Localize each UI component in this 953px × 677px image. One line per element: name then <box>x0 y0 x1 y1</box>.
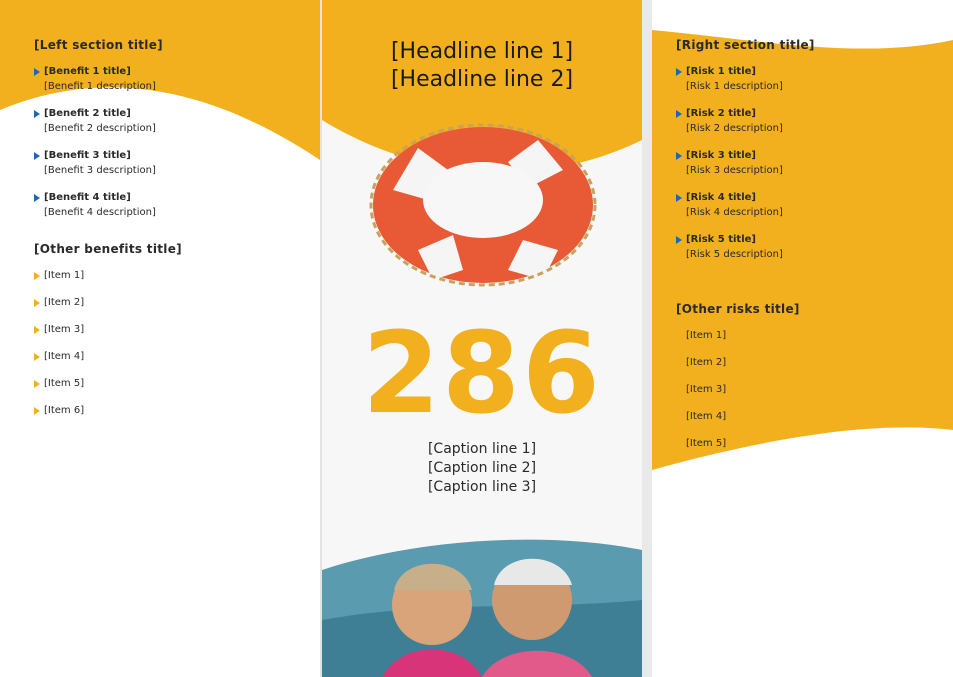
left-panel <box>0 0 320 677</box>
item-title: [Risk 1 title] <box>676 66 939 79</box>
item-title: [Risk 4 title] <box>676 192 939 205</box>
list-item <box>34 66 304 94</box>
item-body: [Risk 1 description] <box>686 80 783 92</box>
item-title: [Risk 2 title] <box>676 108 939 121</box>
caption-line-3: [Caption line 3] <box>427 478 537 495</box>
list-item: [Item 3] <box>34 324 304 335</box>
item-body: [Benefit 3 description] <box>44 164 156 176</box>
lifebuoy-icon <box>358 100 608 300</box>
list-item: [Item 1] <box>676 330 939 341</box>
list-item: [Item 4] <box>34 351 304 362</box>
list-item <box>676 192 939 220</box>
item-title: [Risk 3 title] <box>676 150 939 163</box>
list-item: [Item 6] <box>34 405 304 416</box>
item-body: [Benefit 4 description] <box>44 206 156 218</box>
right-panel <box>652 0 953 677</box>
seniors-photo <box>322 530 642 677</box>
item-title: [Benefit 4 title] <box>34 192 304 205</box>
list-item: [Item 2] <box>676 357 939 368</box>
list-item <box>34 108 304 136</box>
item-title: [Benefit 3 title] <box>34 150 304 163</box>
list-item <box>34 150 304 178</box>
item-body: [Benefit 1 description] <box>44 80 156 92</box>
list-item: [Item 5] <box>676 438 939 449</box>
headline-line-1: [Headline line 1] <box>390 39 574 64</box>
list-item: [Item 4] <box>676 411 939 422</box>
left-other-title: [Other benefits title] <box>34 242 182 256</box>
item-body: [Risk 3 description] <box>686 164 783 176</box>
item-title: [Benefit 2 title] <box>34 108 304 121</box>
list-item <box>676 66 939 94</box>
list-item <box>676 150 939 178</box>
list-item: [Item 5] <box>34 378 304 389</box>
list-item: [Item 2] <box>34 297 304 308</box>
item-body: [Risk 5 description] <box>686 248 783 260</box>
item-body: [Benefit 2 description] <box>44 122 156 134</box>
right-section-title: [Right section title] <box>676 38 815 52</box>
headline-line-2: [Headline line 2] <box>390 66 574 92</box>
center-panel <box>322 0 642 677</box>
caption-line-1: [Caption line 1] <box>427 441 537 457</box>
list-item <box>676 108 939 136</box>
item-title: [Benefit 1 title] <box>34 66 304 79</box>
big-number: 286 <box>362 309 602 439</box>
headline <box>322 38 642 93</box>
right-other-title: [Other risks title] <box>676 302 800 316</box>
left-section-title: [Left section title] <box>34 38 163 52</box>
item-body: [Risk 4 description] <box>686 206 783 218</box>
caption-line-2: [Caption line 2] <box>427 459 537 476</box>
list-item: [Item 1] <box>34 270 304 281</box>
item-body: [Risk 2 description] <box>686 122 783 134</box>
list-item <box>676 234 939 262</box>
item-title: [Risk 5 title] <box>676 234 939 247</box>
list-item <box>34 192 304 220</box>
list-item: [Item 3] <box>676 384 939 395</box>
caption <box>322 440 642 497</box>
